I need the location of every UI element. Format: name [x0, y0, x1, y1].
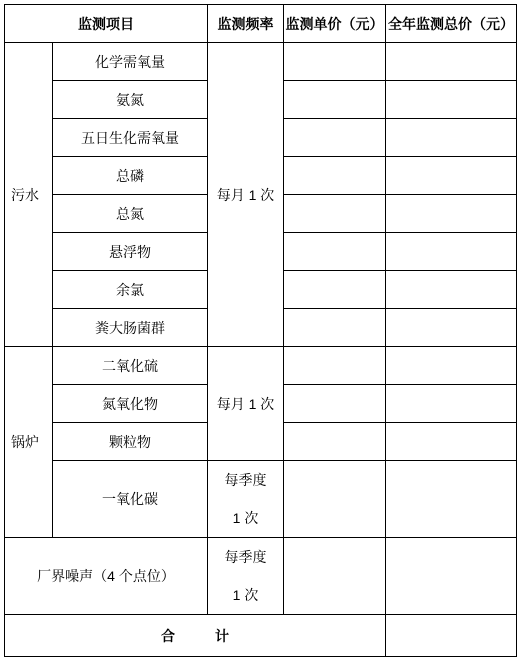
frequency-cell: 每月 1 次 [208, 347, 284, 461]
total-value-cell [386, 615, 517, 657]
annual-total-cell [386, 309, 517, 347]
table-row [5, 43, 517, 81]
unit-price-cell [284, 423, 386, 461]
frequency-line: 1 次 [232, 510, 259, 526]
category-sewage: 污水 [5, 43, 53, 347]
annual-total-cell [386, 43, 517, 81]
frequency-line: 1 次 [232, 587, 259, 603]
monitoring-table [4, 4, 517, 657]
item-cell: 悬浮物 [53, 233, 208, 271]
annual-total-cell [386, 347, 517, 385]
frequency-cell [208, 538, 284, 615]
header-unit-price: 监测单价（元） [284, 5, 386, 43]
annual-total-cell [386, 233, 517, 271]
category-boiler: 锅炉 [5, 347, 53, 538]
item-cell: 二氧化硫 [53, 347, 208, 385]
unit-price-cell [284, 385, 386, 423]
annual-total-cell [386, 423, 517, 461]
unit-price-cell [284, 309, 386, 347]
frequency-cell [208, 461, 284, 538]
total-label-text: 合计 [161, 627, 269, 644]
annual-total-cell [386, 195, 517, 233]
unit-price-cell [284, 157, 386, 195]
unit-price-cell [284, 461, 386, 538]
unit-price-cell [284, 271, 386, 309]
item-cell: 一氧化碳 [53, 461, 208, 538]
annual-total-cell [386, 157, 517, 195]
annual-total-cell [386, 538, 517, 615]
annual-total-cell [386, 271, 517, 309]
annual-total-cell [386, 461, 517, 538]
header-annual-total: 全年监测总价（元） [386, 5, 517, 43]
header-item: 监测项目 [5, 5, 208, 43]
unit-price-cell [284, 347, 386, 385]
table-row [5, 461, 517, 538]
frequency-line: 每季度 [224, 472, 267, 488]
unit-price-cell [284, 81, 386, 119]
unit-price-cell [284, 233, 386, 271]
header-frequency: 监测频率 [208, 5, 284, 43]
item-cell: 粪大肠菌群 [53, 309, 208, 347]
annual-total-cell [386, 81, 517, 119]
item-cell: 五日生化需氧量 [53, 119, 208, 157]
item-cell: 颗粒物 [53, 423, 208, 461]
unit-price-cell [284, 538, 386, 615]
item-cell: 氮氧化物 [53, 385, 208, 423]
unit-price-cell [284, 43, 386, 81]
frequency-cell: 每月 1 次 [208, 43, 284, 347]
noise-item-cell: 厂界噪声（4 个点位） [5, 538, 208, 615]
unit-price-cell [284, 119, 386, 157]
total-row [5, 615, 517, 657]
annual-total-cell [386, 385, 517, 423]
item-cell: 总磷 [53, 157, 208, 195]
frequency-line: 每季度 [224, 549, 267, 565]
item-cell: 氨氮 [53, 81, 208, 119]
table-row [5, 347, 517, 385]
annual-total-cell [386, 119, 517, 157]
table-row [5, 538, 517, 615]
item-cell: 化学需氧量 [53, 43, 208, 81]
item-cell: 总氮 [53, 195, 208, 233]
unit-price-cell [284, 195, 386, 233]
total-label [5, 615, 386, 657]
table-header-row [5, 5, 517, 43]
item-cell: 余氯 [53, 271, 208, 309]
